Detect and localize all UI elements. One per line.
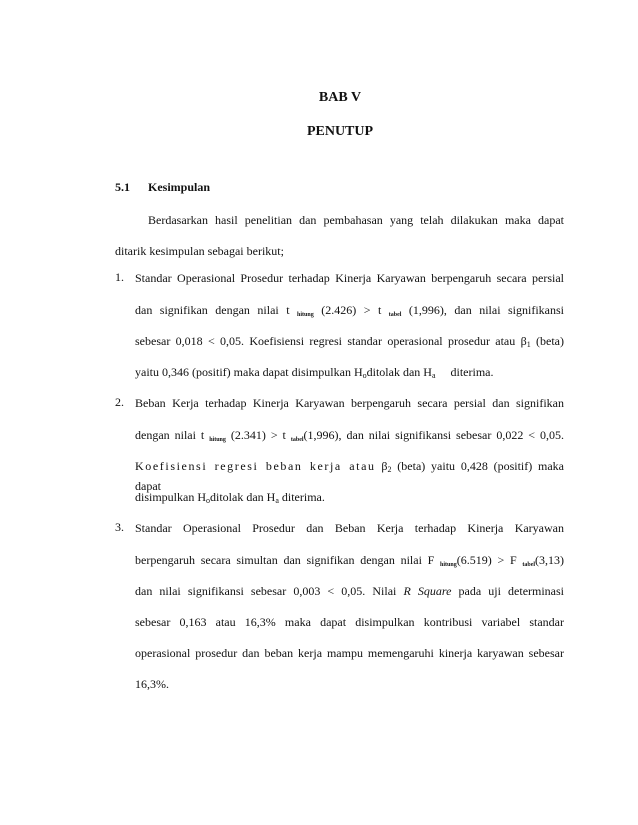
item1-line-3: sebesar 0,018 < 0,05. Koefisiensi regresi standar operasional prosedur atau β1 (beta)	[135, 334, 564, 349]
item2-line-1: Beban Kerja terhadap Kinerja Karyawan berpengaruh secara persial dan signifikan	[135, 396, 564, 410]
chapter-heading: BAB V	[318, 90, 362, 105]
item2-line-2: dengan nilai t $_{hitung}$ (2.341) > t $_{tabel}$(1,996), dan nilai signifikansi sebesar 0,022 < 0,05.	[135, 428, 565, 443]
item2-line-3: Koefisiensi regresi beban kerja atau β2 (beta) yaitu 0,428 (positif) maka dapat	[135, 459, 565, 493]
item1-line-4: yaitu 0,346 (positif) maka dapat disimpulkan Hoditolak dan Ha diterima.	[135, 365, 494, 380]
list-item-number: 3.	[115, 520, 124, 534]
item3-line-1: Standar Operasional Prosedur dan Beban Kerja terhadap Kinerja Karyawan	[135, 521, 564, 535]
item3-line-3: dan nilai signifikansi sebesar 0,003 < 0,05. Nilai R Square pada uji determinasi	[135, 584, 565, 598]
list-item-number: 1.	[115, 270, 124, 284]
item2-line-4: disimpulkan Hoditolak dan Ha diterima.	[135, 490, 325, 505]
chapter-title: PENUTUP	[306, 124, 374, 139]
item3-line-4: sebesar 0,163 atau 16,3% maka dapat disimpulkan kontribusi variabel standar	[135, 615, 564, 629]
intro-line-2: ditarik kesimpulan sebagai berikut;	[115, 244, 284, 258]
section-title: Kesimpulan	[148, 180, 211, 194]
item3-line-5: operasional prosedur dan beban kerja mampu memengaruhi kinerja karyawan sebesar	[135, 646, 564, 660]
item3-line-6: 16,3%.	[135, 677, 169, 691]
section-number: 5.1	[115, 180, 130, 194]
item3-line-2: berpengaruh secara simultan dan signifikan dengan nilai F $_{hitung}$(6.519) > F $_{tabel}$(3,13)	[135, 553, 565, 568]
list-item-number: 2.	[115, 395, 124, 409]
section-heading	[115, 180, 210, 195]
item1-line-1: Standar Operasional Prosedur terhadap Kinerja Karyawan berpengaruh secara persial	[135, 271, 564, 285]
item1-line-2: dan signifikan dengan nilai t $_{hitung}$ (2.426) > t $_{tabel}$ (1,996), dan nilai signifikansi	[135, 303, 565, 318]
intro-line-1: Berdasarkan hasil penelitian dan pembahasan yang telah dilakukan maka dapat	[148, 213, 564, 227]
